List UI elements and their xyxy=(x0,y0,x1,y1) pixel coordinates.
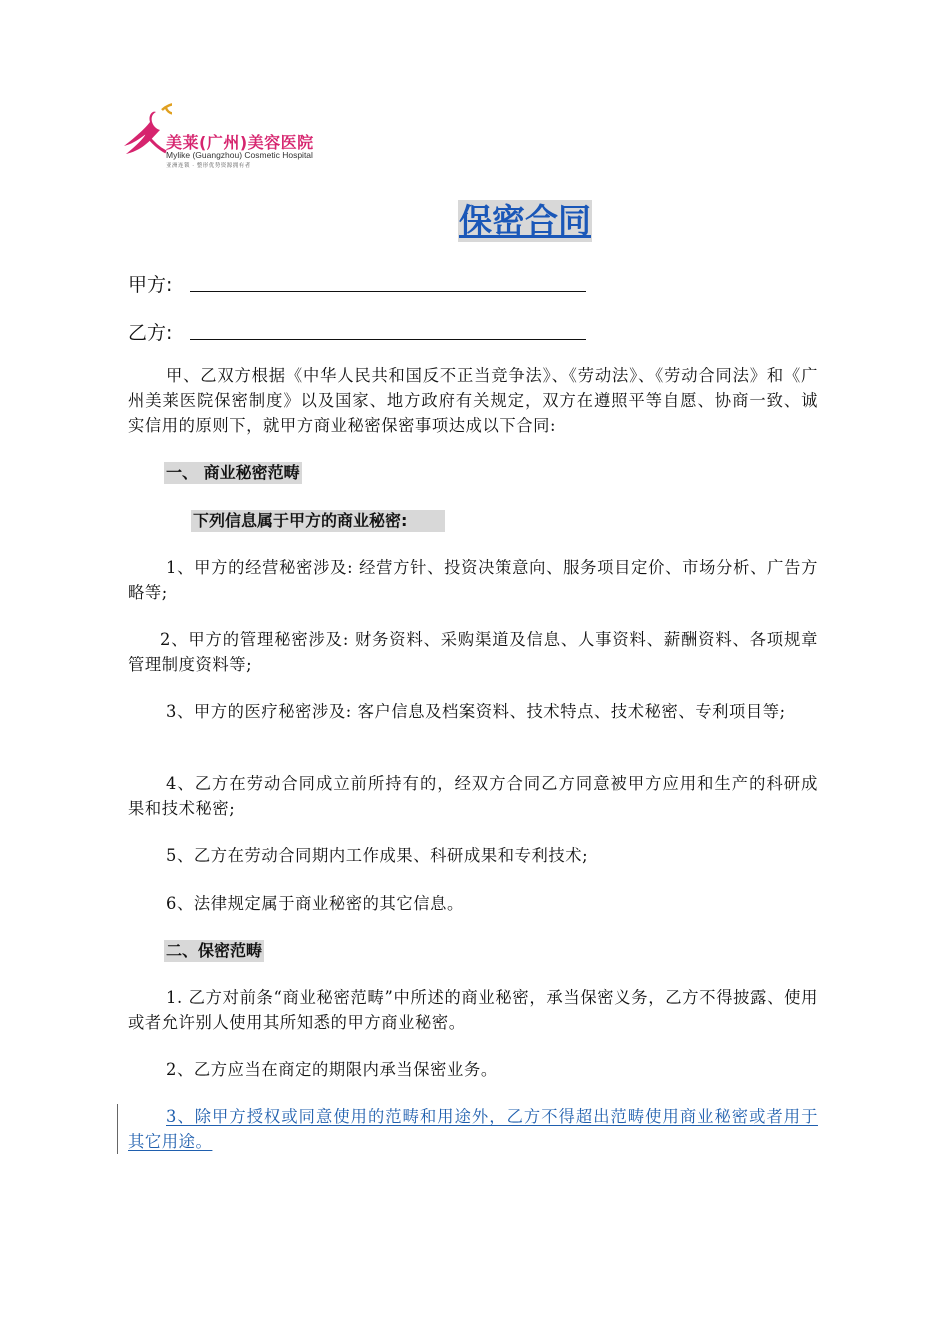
section1-heading: 一、 商业秘密范畴 xyxy=(166,463,300,482)
hospital-logo xyxy=(122,96,332,176)
party-b-label: 乙方: xyxy=(128,322,173,344)
logo-mermaid-icon xyxy=(122,96,172,166)
section1-subheading: 下列信息属于甲方的商业秘密: xyxy=(191,510,445,532)
party-a-label: 甲方: xyxy=(128,274,173,296)
section1-item-5: 5、乙方在劳动合同期内工作成果、科研成果和专利技术; xyxy=(166,846,589,865)
logo-name-cn: 美莱(广州)美容医院 xyxy=(166,133,314,152)
intro-paragraph: 甲、乙双方根据《中华人民共和国反不正当竞争法》、《劳动法》、《劳动合同法》和《广州美莱医院保密制度》以及国家、地方政府有关规定，双方在遵照平等自愿、协商一致、诚实信用的原则下，就甲方商业秘密保密事项达成以下合同: xyxy=(128,366,818,435)
document-title[interactable]: 保密合同 xyxy=(459,201,591,240)
section1-item-6: 6、法律规定属于商业秘密的其它信息。 xyxy=(166,894,464,913)
section1-item-4: 4、乙方在劳动合同成立前所持有的，经双方合同乙方同意被甲方应用和生产的科研成果和技术秘密; xyxy=(128,774,818,818)
logo-tagline: 亚洲连锁 · 整形优势资源拥有者 xyxy=(166,163,251,169)
section2-heading: 二、保密范畴 xyxy=(166,941,263,960)
section2-item-1: 1. 乙方对前条“商业秘密范畴”中所述的商业秘密，承当保密义务，乙方不得披露、使用或者允许别人使用其所知悉的甲方商业秘密。 xyxy=(128,988,818,1032)
revision-change-bar xyxy=(117,1104,118,1154)
section1-item-1: 1、甲方的经营秘密涉及: 经营方针、投资决策意向、服务项目定价、市场分析、广告方略等; xyxy=(128,558,818,602)
logo-name-en: Mylike (Guangzhou) Cosmetic Hospital xyxy=(166,150,313,160)
section2-item-3-link[interactable]: 3、除甲方授权或同意使用的范畴和用途外，乙方不得超出范畴使用商业秘密或者用于其它用途。 xyxy=(128,1107,818,1151)
party-a-signature-line xyxy=(190,291,586,292)
party-b-signature-line xyxy=(190,339,586,340)
section1-item-2: 2、甲方的管理秘密涉及: 财务资料、采购渠道及信息、人事资料、薪酬资料、各项规章管理制度资料等; xyxy=(128,630,818,674)
section1-item-3: 3、甲方的医疗秘密涉及: 客户信息及档案资料、技术特点、技术秘密、专利项目等; xyxy=(166,702,786,721)
section2-item-2: 2、乙方应当在商定的期限内承当保密业务。 xyxy=(166,1060,498,1079)
